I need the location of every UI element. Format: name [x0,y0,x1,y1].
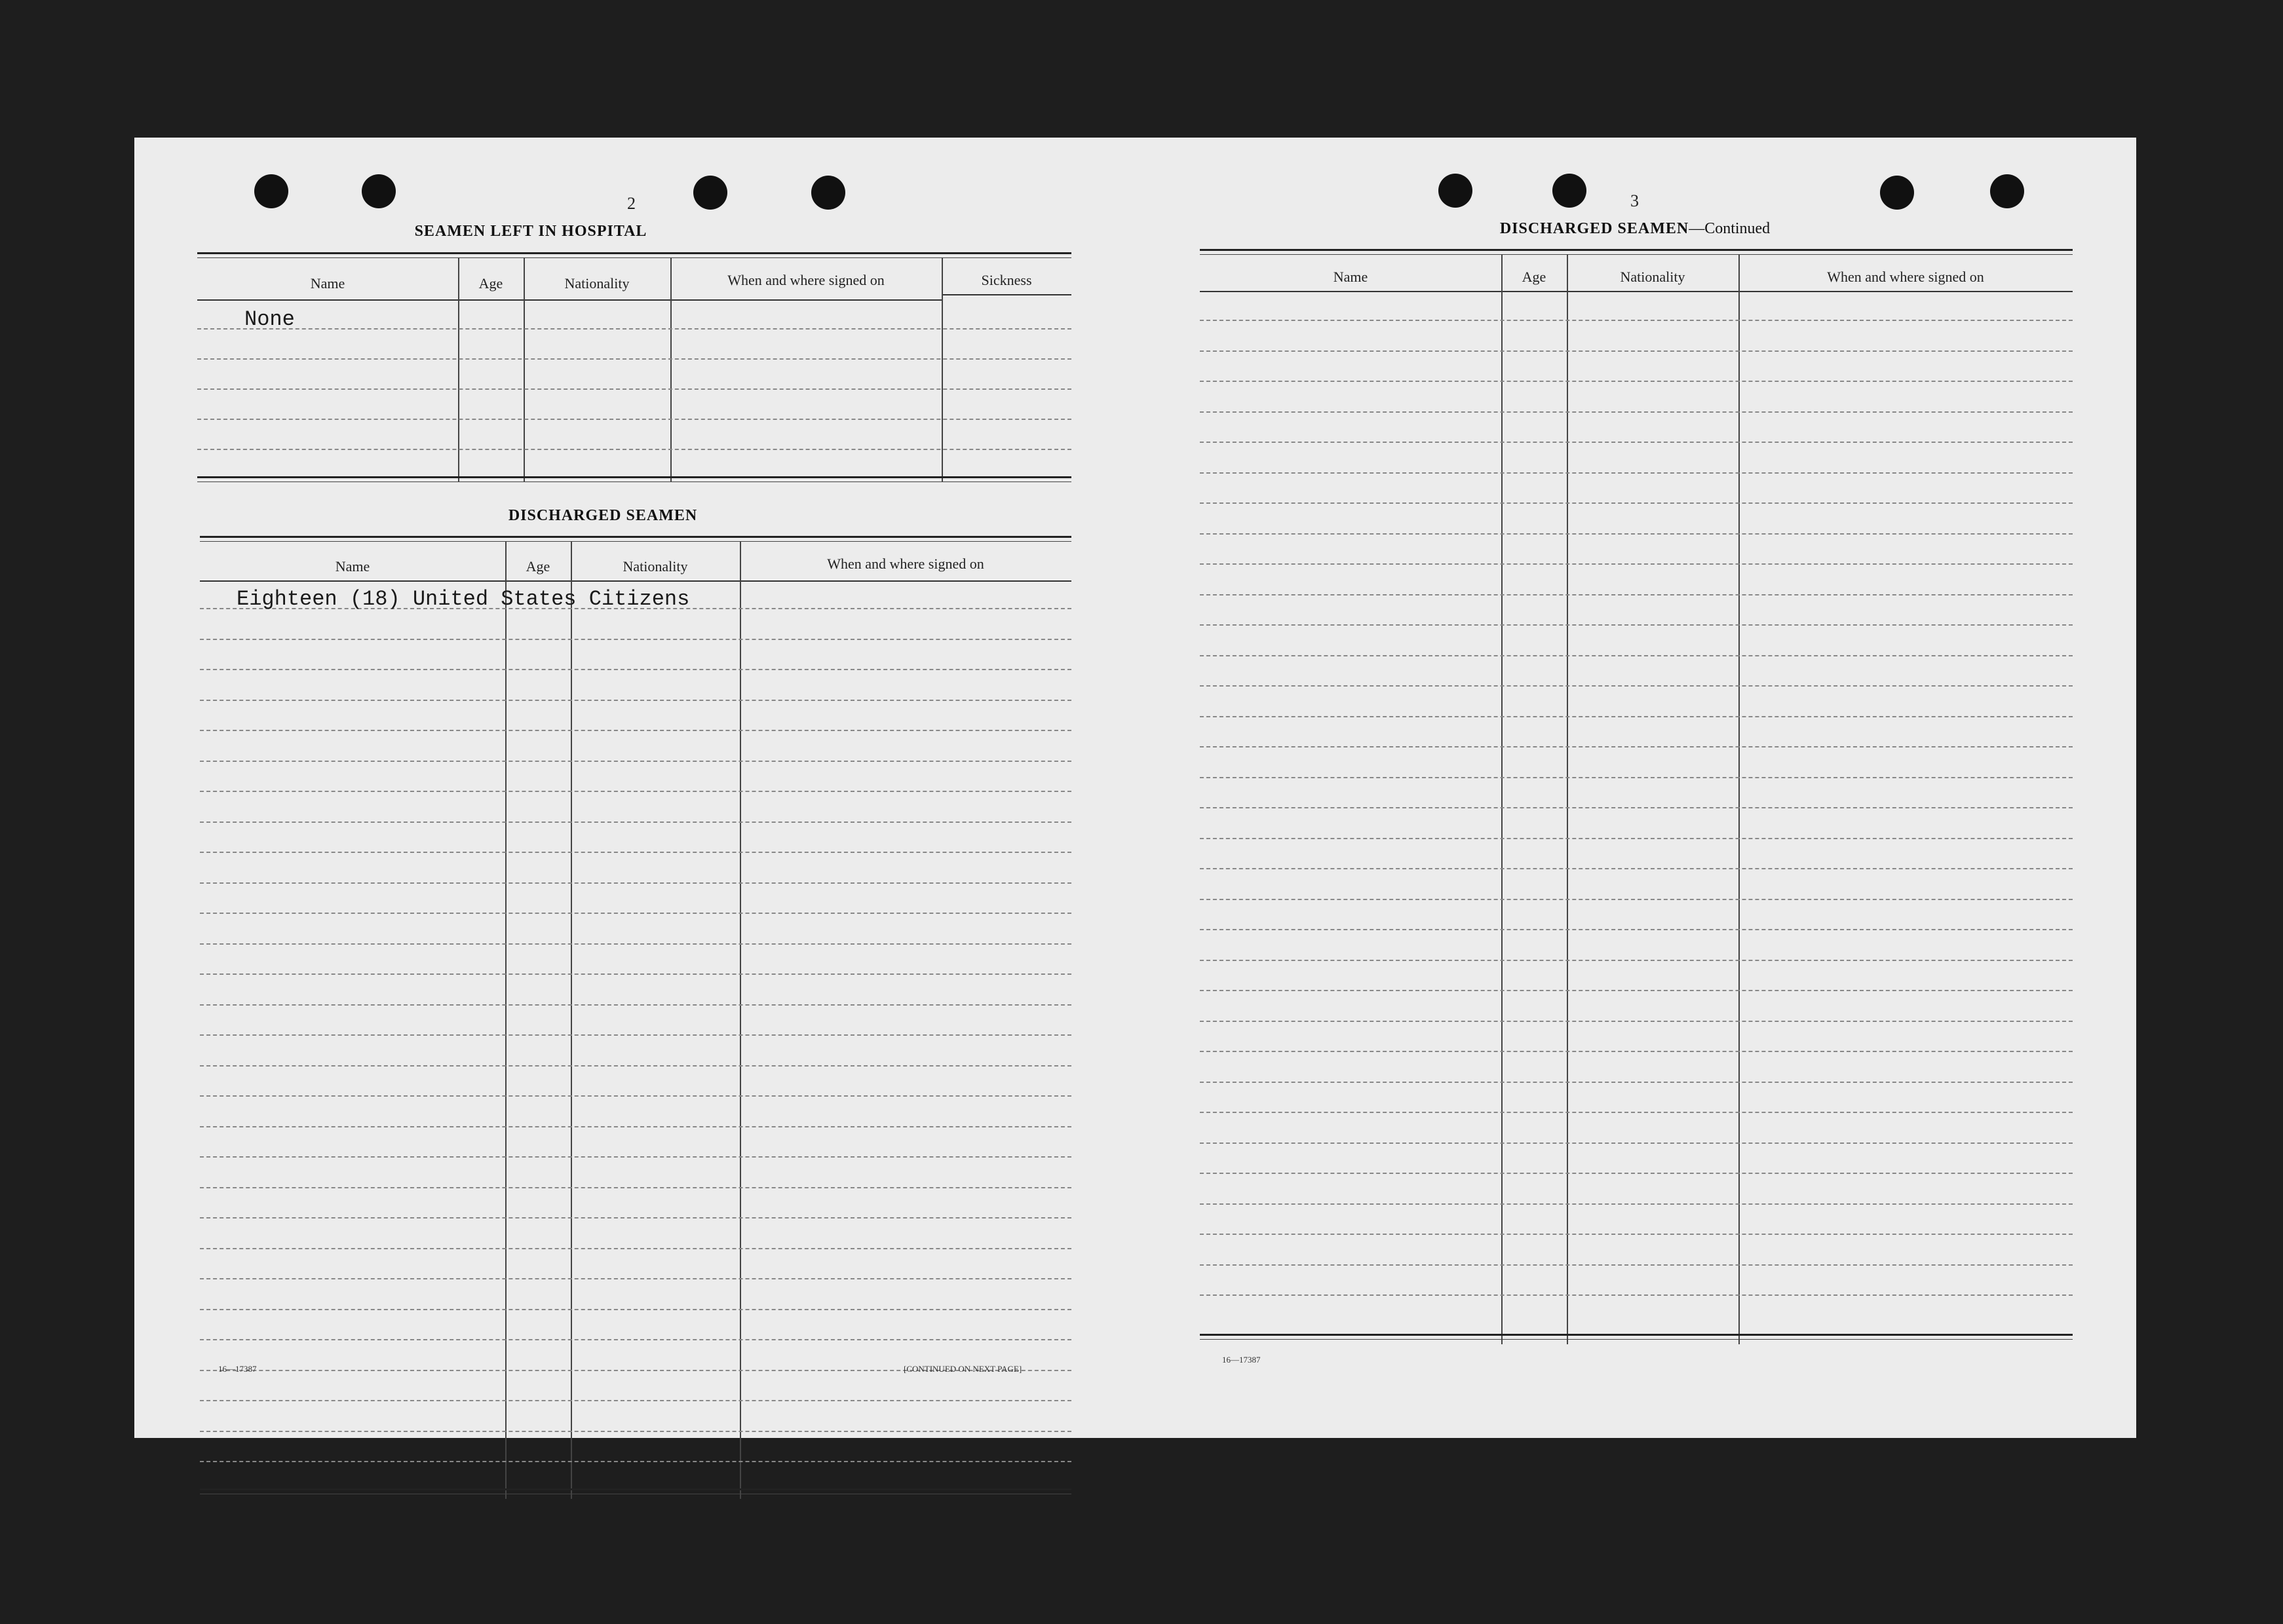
heading-suffix: —Continued [1689,220,1771,237]
hospital-table [197,252,1071,485]
entry-line [200,943,1071,945]
entry-line [200,852,1071,853]
binder-hole [254,174,288,208]
entry-line [200,1004,1071,1006]
discharged-entry: Eighteen (18) United States Citizens [237,587,690,611]
entry-line [200,1126,1071,1127]
page-number: 2 [627,194,636,213]
binder-hole [1990,174,2024,208]
entry-line [1200,807,2073,808]
entry-line [1200,868,2073,869]
column-divider [571,541,572,1499]
entry-line [1200,411,2073,413]
entry-line [1200,777,2073,778]
entry-line [200,1278,1071,1279]
header-separator [942,294,1071,295]
entry-line [1200,320,2073,321]
binder-hole [693,176,727,210]
column-divider [505,541,507,1499]
column-header-age: Age [526,558,550,575]
column-header-name: Name [1333,269,1368,285]
hospital-heading: SEAMEN LEFT IN HOSPITAL [414,223,647,240]
discharged-heading: DISCHARGED SEAMEN [508,507,698,524]
column-divider [524,257,525,482]
entry-line [1200,1294,2073,1296]
entry-line [1200,990,2073,991]
entry-line [200,1309,1071,1310]
entry-line [200,1156,1071,1158]
form-number: 16—17387 [218,1364,257,1374]
entry-line [200,973,1071,975]
entry-line [1200,960,2073,961]
entry-line [200,821,1071,823]
header-separator [200,580,1071,582]
entry-line [200,791,1071,792]
entry-line [1200,716,2073,717]
column-header-signed-on: When and where signed on [1827,269,1984,285]
entry-line [1200,746,2073,747]
entry-line [1200,1203,2073,1205]
entry-line [1200,624,2073,626]
entry-line [1200,1021,2073,1022]
entry-line [1200,442,2073,443]
entry-line [1200,350,2073,352]
column-header-sickness: Sickness [981,272,1032,288]
entry-line [1200,1112,2073,1113]
column-divider [740,541,741,1499]
entry-line [200,1217,1071,1218]
entry-line [1200,685,2073,687]
entry-line [1200,381,2073,382]
column-divider [942,257,943,482]
entry-line [1200,533,2073,535]
entry-line [1200,838,2073,839]
entry-line [200,1400,1071,1401]
table-bottom-rule [200,1488,1071,1490]
entry-line [200,639,1071,640]
column-divider [1738,254,1740,1344]
entry-line [200,669,1071,670]
column-header-nationality: Nationality [623,558,688,575]
entry-line [197,388,1071,390]
entry-line [200,730,1071,731]
column-divider [1567,254,1568,1344]
document-sheet [134,138,2136,1438]
binder-hole [1438,174,1472,208]
hospital-entry: None [244,307,295,331]
entry-line [200,1461,1071,1462]
entry-line [197,358,1071,360]
column-header-nationality: Nationality [564,275,630,292]
binder-hole [1552,174,1586,208]
entry-line [1200,1173,2073,1174]
entry-line [1200,502,2073,504]
table-top-rule [1200,254,2073,255]
table-top-rule [1200,249,2073,251]
table-top-rule [197,257,1071,258]
entry-line [200,1248,1071,1249]
entry-line [200,1187,1071,1188]
column-header-age: Age [1522,269,1546,285]
binder-hole [1880,176,1914,210]
entry-line [1200,1051,2073,1052]
table-bottom-rule [1200,1339,2073,1340]
entry-line [1200,655,2073,656]
table-top-rule [200,541,1071,542]
table-bottom-rule [197,476,1071,478]
column-header-name: Name [335,558,370,575]
binder-hole [811,176,845,210]
column-divider [458,257,459,482]
entry-line [1200,594,2073,595]
continued-note: [CONTINUED ON NEXT PAGE] [904,1364,1022,1374]
entry-line [200,1095,1071,1097]
column-header-age: Age [478,275,503,292]
discharged-continued-heading [1438,220,1832,238]
entry-line [200,882,1071,884]
table-bottom-rule [1200,1334,2073,1336]
column-divider [670,257,672,482]
column-divider [1501,254,1503,1344]
entry-line [1200,1082,2073,1083]
form-number: 16—17387 [1222,1355,1261,1365]
discharged-seamen-continued-table [1200,249,2073,1347]
entry-line [200,1339,1071,1340]
entry-line [200,1065,1071,1067]
entry-line [197,328,1071,330]
entry-line [1200,1234,2073,1235]
table-top-rule [197,252,1071,254]
entry-line [1200,472,2073,474]
binder-hole [362,174,396,208]
header-separator [197,299,942,301]
column-header-name: Name [310,275,345,292]
entry-line [197,419,1071,420]
entry-line [197,449,1071,450]
entry-line [200,1034,1071,1036]
entry-line [1200,1142,2073,1144]
entry-line [200,761,1071,762]
column-header-signed-on: When and where signed on [727,272,885,288]
entry-line [1200,929,2073,930]
column-header-nationality: Nationality [1620,269,1685,285]
entry-line [1200,1264,2073,1266]
header-separator [1200,291,2073,292]
entry-line [200,913,1071,914]
entry-line [200,700,1071,701]
heading-text: DISCHARGED SEAMEN [1499,220,1689,237]
table-top-rule [200,536,1071,538]
entry-line [1200,563,2073,565]
discharged-seamen-table [200,536,1071,1498]
entry-line [1200,899,2073,900]
page-number: 3 [1630,191,1639,210]
column-header-signed-on: When and where signed on [827,556,984,572]
entry-line [200,1431,1071,1432]
